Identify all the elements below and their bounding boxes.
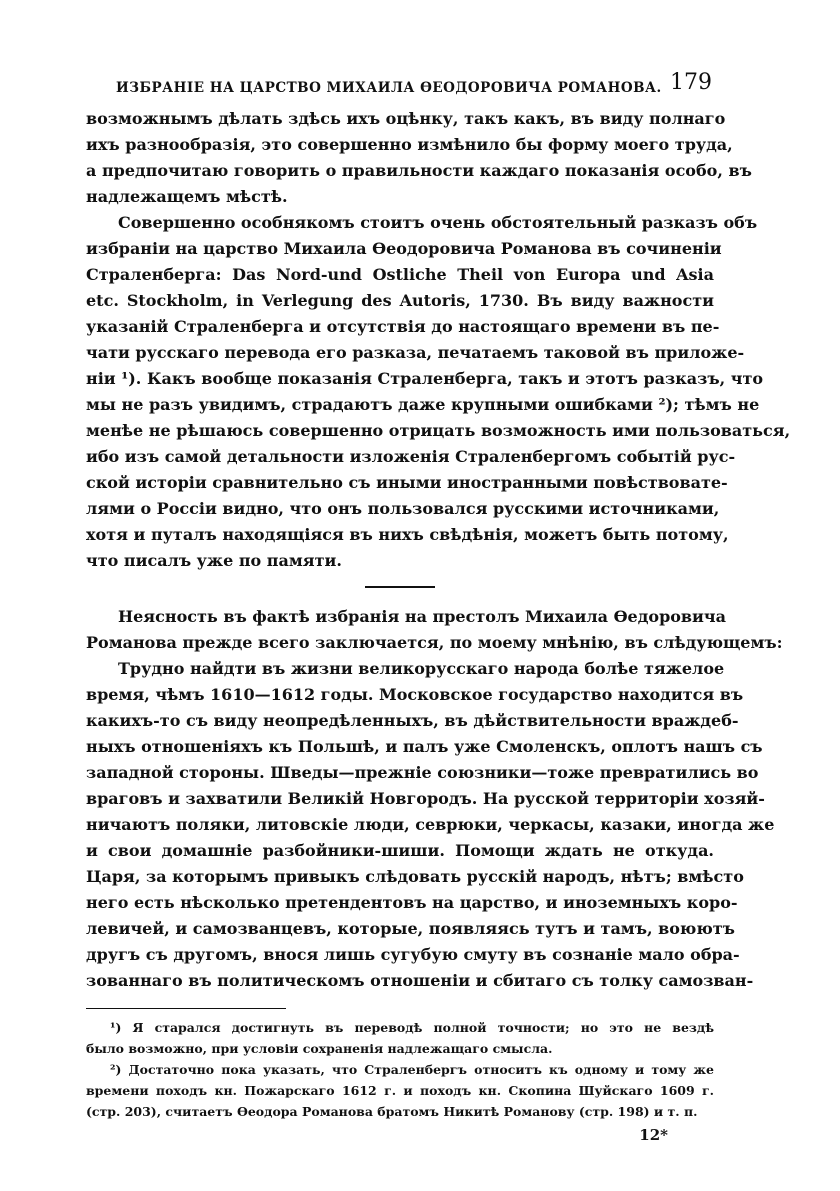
footnote (86, 1017, 714, 1059)
text-line: ныхъ отношеніяхъ къ Польшѣ, и палъ уже Смоленскъ, оплотъ нашъ съ (86, 737, 763, 756)
paragraph (86, 106, 752, 210)
text-line: лями о Россіи видно, что онъ пользовался русскими источниками, (86, 499, 720, 518)
footnote-line: ¹) Я старался достигнуть въ переводѣ полной точности; но это не вездѣ (110, 1020, 714, 1035)
page (86, 66, 791, 1144)
text-line: что писалъ уже по памяти. (86, 551, 342, 570)
signature-mark: 12* (639, 1126, 668, 1144)
text-line: другъ съ другомъ, внося лишь сугубую смуту въ сознаніе мало обра- (86, 945, 740, 964)
text-line: ніи ¹). Какъ вообще показанія Страленберга, такъ и этотъ разказъ, что (86, 369, 764, 388)
text-line: Неясность въ фактѣ избранія на престолъ Михаила Өедоровича (118, 607, 726, 626)
footnote-line: было возможно, при условіи сохраненія надлежащаго смысла. (86, 1041, 553, 1056)
text-line: возможнымъ дѣлать здѣсь ихъ оцѣнку, такъ какъ, въ виду полнаго (86, 109, 726, 128)
text-line: зованнаго въ политическомъ отношеніи и сбитаго съ толку самозван- (86, 971, 754, 990)
footnote-line: времени походъ кн. Пожарскаго 1612 г. и походъ кн. Скопина Шуйскаго 1609 г. (86, 1083, 714, 1098)
text-line: надлежащемъ мѣстѣ. (86, 187, 288, 206)
page-number: 179 (670, 70, 712, 95)
text-line: какихъ-то съ виду неопредѣленныхъ, въ дѣйствительности враждеб- (86, 711, 739, 730)
section-separator (365, 586, 435, 588)
text-line: чати русскаго перевода его разказа, печатаемъ таковой въ приложе- (86, 343, 745, 362)
paragraph (86, 656, 775, 994)
footnote (86, 1059, 714, 1122)
text-line: ибо изъ самой детальности изложенія Страленбергомъ событій рус- (86, 447, 736, 466)
text-line: ихъ разнообразія, это совершенно измѣнило бы форму моего труда, (86, 135, 733, 154)
text-line: него есть нѣсколько претендентовъ на царство, и иноземныхъ коро- (86, 893, 738, 912)
text-line: враговъ и захватили Великій Новгородъ. На русской территоріи хозяй- (86, 789, 765, 808)
text-line: etc. Stockholm, in Verlegung des Autoris, 1730. Въ виду важности (86, 291, 714, 310)
text-line: ской исторіи сравнительно съ иными иностранными повѣствовате- (86, 473, 728, 492)
text-line: Совершенно особнякомъ стоитъ очень обстоятельный разказъ объ (118, 213, 758, 232)
text-line: мы не разъ увидимъ, страдаютъ даже крупными ошибками ²); тѣмъ не (86, 395, 760, 414)
footnote-line: (стр. 203), считаетъ Өеодора Романова братомъ Никитѣ Романову (стр. 198) и т. п. (86, 1104, 698, 1119)
text-line: Царя, за которымъ привыкъ слѣдовать русскій народъ, нѣтъ; вмѣсто (86, 867, 744, 886)
text-line: хотя и путалъ находящіяся въ нихъ свѣдѣнія, можетъ быть потому, (86, 525, 729, 544)
running-title: ИЗБРАНІЕ НА ЦАРСТВО МИХАИЛА ӨЕОДОРОВИЧА РОМАНОВА. (116, 80, 662, 96)
text-line: западной стороны. Шведы—прежніе союзники—тоже превратились во (86, 763, 759, 782)
footnote-line: ²) Достаточно пока указать, что Страленбергъ относитъ къ одному и тому же (110, 1062, 714, 1077)
footnote-rule (86, 1008, 286, 1009)
text-line: а предпочитаю говорить о правильности каждаго показанія особо, въ (86, 161, 752, 180)
paragraph (86, 210, 791, 574)
text-line: указаній Страленберга и отсутствія до настоящаго времени въ пе- (86, 317, 720, 336)
body-text (86, 106, 791, 994)
text-line: левичей, и самозванцевъ, которые, появляясь тутъ и тамъ, воюютъ (86, 919, 735, 938)
text-line: Романова прежде всего заключается, по моему мнѣнію, въ слѣдующемъ: (86, 633, 783, 652)
text-line: ничаютъ поляки, литовскіе люди, севрюки, черкасы, казаки, иногда же (86, 815, 775, 834)
footnotes (86, 1017, 714, 1122)
text-line: избраніи на царство Михаила Өеодоровича Романова въ сочиненіи (86, 239, 722, 258)
text-line: время, чѣмъ 1610—1612 годы. Московское государство находится въ (86, 685, 744, 704)
running-header (86, 66, 714, 106)
text-line: Страленберга: Das Nord-und Ostliche Theil von Europa und Asia (86, 265, 714, 284)
paragraph (86, 604, 783, 656)
text-line: Трудно найдти въ жизни великорусскаго народа болѣе тяжелое (118, 659, 725, 678)
text-line: менѣе не рѣшаюсь совершенно отрицать возможность ими пользоваться, (86, 421, 791, 440)
text-line: и свои домашніе разбойники-шиши. Помощи ждать не откуда. (86, 841, 714, 860)
